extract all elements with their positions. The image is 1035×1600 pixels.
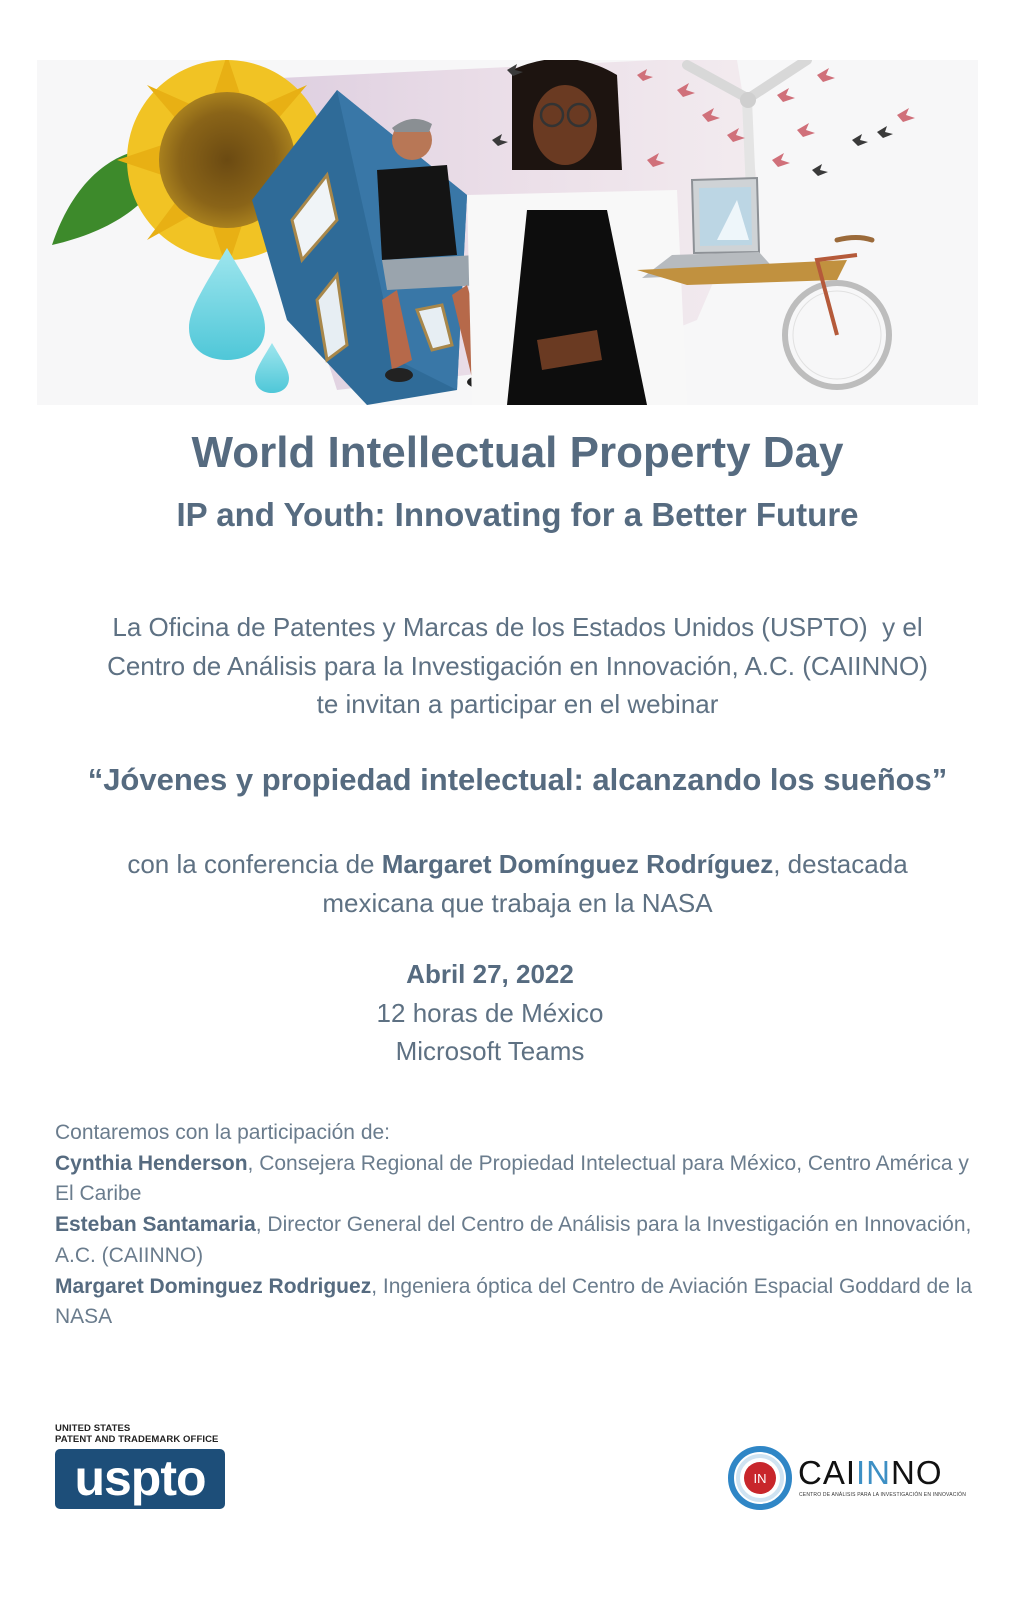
uspto-logo-line-1: UNITED STATES: [55, 1423, 131, 1434]
participant-role: , Consejera Regional de Propiedad Intelectual para México, Centro América y El Caribe: [55, 1151, 969, 1206]
caiinno-logo: [728, 1446, 967, 1510]
participant-item: [55, 1210, 975, 1271]
conference-suffix: , destacada: [773, 849, 908, 879]
webinar-title: “Jóvenes y propiedad intelectual: alcanzando los sueños”: [87, 762, 948, 797]
page-title: World Intellectual Property Day: [191, 428, 844, 477]
event-time: 12 horas de México: [376, 997, 604, 1028]
participant-name: Margaret Dominguez Rodriguez: [55, 1274, 372, 1298]
uspto-logo-line-2: PATENT AND TRADEMARK OFFICE: [55, 1433, 219, 1445]
water-drop-icon: [189, 248, 265, 360]
conference-paragraph: [60, 845, 975, 922]
keynote-speaker-name: Margaret Domínguez Rodríguez: [381, 849, 774, 879]
uspto-logo: [55, 1424, 227, 1509]
participant-name: Cynthia Henderson: [55, 1151, 248, 1175]
intro-line-3: te invitan a participar en el webinar: [316, 689, 719, 719]
page-subtitle: IP and Youth: Innovating for a Better Future: [176, 496, 859, 533]
caiinno-badge-icon: [728, 1446, 792, 1510]
caiinno-wordmark: CAIINNO: [798, 1454, 943, 1491]
participants-intro: Contaremos con la participación de:: [55, 1121, 391, 1144]
participants-list: [55, 1118, 975, 1333]
svg-text:IN: IN: [753, 1471, 767, 1486]
event-date: Abril 27, 2022: [406, 959, 574, 989]
water-drop-small-icon: [255, 343, 289, 393]
bicycle-icon: [785, 238, 889, 388]
participant-role: , Director General del Centro de Análisis para la Investigación en Innovación, A.C. (CAIINNO): [55, 1213, 972, 1267]
intro-line-2: Centro de Análisis para la Investigación en Innovación, A.C. (CAIINNO): [107, 650, 928, 681]
conference-line-2: mexicana que trabaja en la NASA: [322, 887, 713, 918]
uspto-wordmark: uspto: [55, 1449, 225, 1509]
intro-paragraph: [40, 608, 995, 724]
participant-item: [55, 1149, 975, 1210]
participant-name: Esteban Santamaria: [55, 1213, 256, 1237]
event-details: [340, 955, 640, 1071]
caiinno-tagline: CENTRO DE ANÁLISIS PARA LA INVESTIGACIÓN EN INNOVACIÓN: [799, 1492, 967, 1498]
participant-role: , Ingeniera óptica del Centro de Aviación Espacial Goddard de la NASA: [55, 1274, 973, 1329]
intro-line-1: La Oficina de Patentes y Marcas de los Estados Unidos (USPTO) y el: [112, 612, 923, 642]
conference-prefix: con la conferencia de: [127, 849, 382, 879]
event-platform: Microsoft Teams: [395, 1036, 585, 1066]
hero-banner-image: [37, 60, 978, 405]
participant-item: [55, 1272, 975, 1333]
collage-illustration: [37, 60, 978, 405]
